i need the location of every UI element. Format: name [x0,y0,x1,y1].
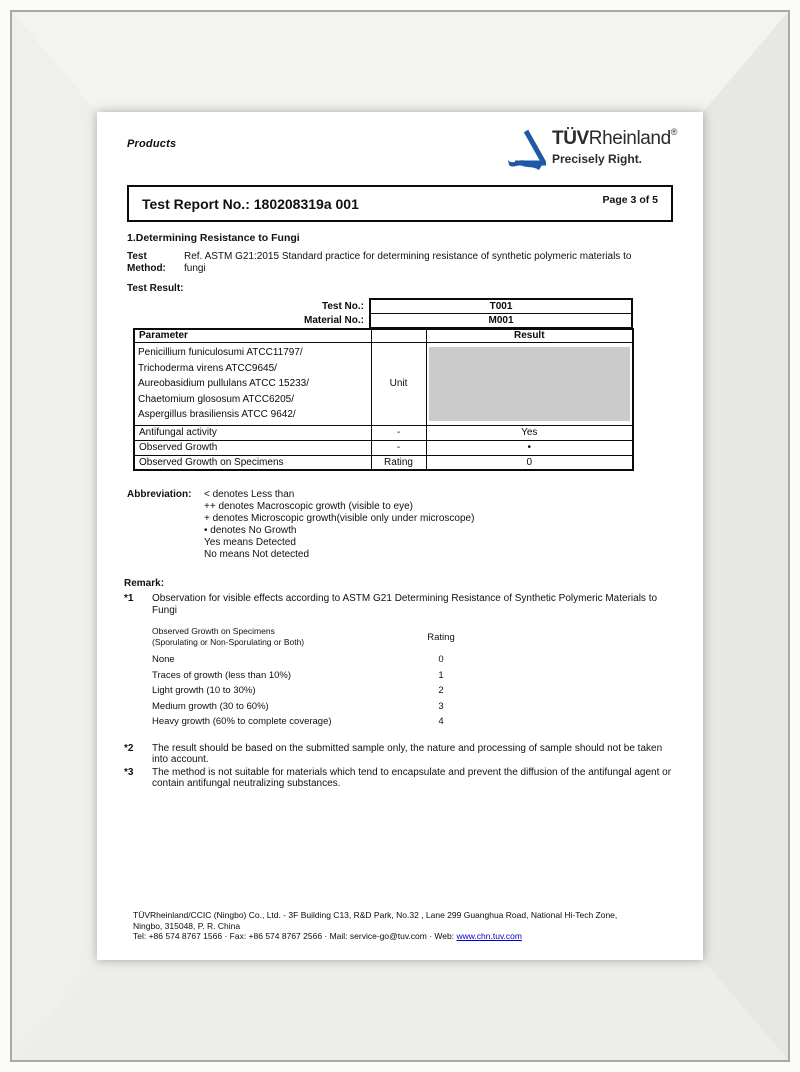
organisms-list [134,343,371,426]
growth-rating: 0 [438,654,444,666]
parameter-cell: Observed Growth [134,440,371,455]
table-row [133,299,632,313]
result-table [133,328,634,472]
growth-table-row [152,683,474,699]
footer-address-line1: TÜVRheinland/CCIC (Ningbo) Co., Ltd. - 3F Building C13, R&D Park, No.32 , Lane 299 Guanghua Road, National Hi-Tech Zone, [133,910,618,920]
parameter-cell: Observed Growth on Specimens [134,455,371,470]
organism-line: Chaetomium glososum ATCC6205/ [138,393,294,405]
growth-label: Medium growth (30 to 60%) [152,700,269,712]
growth-label: Heavy growth (60% to complete coverage) [152,716,332,728]
result-cell: Yes [426,425,633,440]
growth-label: Traces of growth (less than 10%) [152,669,292,681]
unit-cell: Unit [371,343,426,426]
abbreviation-line: No means Not detected [204,549,310,561]
unit-cell: - [371,440,426,455]
abbreviation-line: • denotes No Growth [204,525,297,537]
unit-cell: Rating [371,455,426,470]
remark-marker: *3 [124,766,134,778]
footer-contact-line [133,931,677,942]
report-number-bar [127,185,673,222]
table-row [134,440,633,455]
result-header: Result [426,329,633,343]
test-no-value: T001 [370,299,632,313]
abbreviation-lines [204,489,474,561]
organism-line: Aureobasidium pullulans ATCC 15233/ [138,378,310,390]
growth-label: Light growth (10 to 30%) [152,685,256,697]
test-method-label: Test Method: [127,251,166,274]
abbreviation-line: < denotes Less than [204,489,295,501]
growth-table-row [152,714,474,730]
rating-header: Rating [427,631,455,643]
growth-rating: 4 [438,716,444,728]
table-row [134,425,633,440]
table-row [133,313,632,327]
result-cell: 0 [426,455,633,470]
products-label: Products [127,138,177,150]
growth-rating: 2 [438,685,444,697]
material-no-label: Material No.: [303,314,364,326]
tuv-triangle-wave-icon [506,128,546,175]
remark-text: The method is not suitable for materials which tend to encapsulate and prevent the diffusion of the antifungal agent or contain antifungal neutralizing substances. [152,766,672,790]
organism-line: Aspergillus brasiliensis ATCC 9642/ [138,409,296,421]
report-title: Test Report No.: 180208319a 001 [142,195,359,212]
sample-id-table [133,298,633,328]
test-method-row [127,251,673,274]
organism-line: Penicillium funiculosumi ATCC11797/ [138,347,303,358]
tuv-logo [506,128,677,175]
growth-table-row [152,652,474,668]
growth-rating: 1 [438,669,444,681]
parameter-header: Parameter [134,329,371,343]
growth-rating-table [152,626,474,730]
page-indicator: Page 3 of 5 [602,194,658,206]
remark-marker: *2 [124,742,134,754]
remark-item-2 [124,743,677,766]
remark-item-1 [124,593,677,616]
organisms-row [134,343,633,426]
redacted-result-cell [426,343,633,426]
abbreviation-line: ++ denotes Macroscopic growth (visible to eye) [204,501,413,513]
growth-table-row [152,699,474,715]
table-row [134,455,633,470]
footer-address-line2: Ningbo, 315048, P. R. China [133,920,241,931]
redacted-gray-box [429,347,631,421]
unit-cell: - [371,425,426,440]
footer-contact-text: Tel: +86 574 8767 1566 · Fax: +86 574 8767 2566 · Mail: service-go@tuv.com · Web: [133,931,455,941]
remark-text: Observation for visible effects according to ASTM G21 Determining Resistance of Synthetic Polymeric Materials to Fungi [152,593,658,616]
registered-mark: ® [670,127,677,137]
report-page [97,112,703,960]
section-heading: 1.Determining Resistance to Fungi [127,232,300,244]
organism-line: Trichoderma virens ATCC9645/ [138,362,277,374]
abbreviation-block [127,489,673,561]
growth-table-header [152,626,474,648]
parameter-cell: Antifungal activity [134,425,371,440]
growth-header-label: Observed Growth on Specimens (Sporulating or Non-Sporulating or Both) [152,626,305,648]
abbreviation-line: Yes means Detected [204,537,296,549]
test-method-text: Ref. ASTM G21:2015 Standard practice for determining resistance of synthetic polymeric materials to fungi [184,251,632,274]
website-link[interactable]: www.chn.tuv.com [456,931,522,941]
brand-name: TÜVRheinland® [551,127,677,149]
table-header-row [134,329,633,343]
logo-text [552,128,677,165]
remark-marker: *1 [124,593,134,605]
test-result-label: Test Result: [127,283,184,294]
remark-text: The result should be based on the submitted sample only, the nature and processing of sample should not be taken into account. [152,742,663,766]
page-header [97,112,703,180]
remark-item-3 [124,767,677,790]
result-cell: • [426,440,633,455]
growth-label: None [152,654,175,666]
abbreviation-label: Abbreviation: [127,489,192,501]
brand-tagline: Precisely Right. [551,152,643,166]
unit-header-cell [371,329,426,343]
growth-rating: 3 [438,700,444,712]
material-no-value: M001 [370,313,632,327]
abbreviation-line: + denotes Microscopic growth(visible only under microscope) [204,513,475,525]
remark-label: Remark: [124,578,165,590]
test-no-label: Test No.: [321,300,364,312]
growth-table-row [152,668,474,684]
page-footer [133,910,677,942]
